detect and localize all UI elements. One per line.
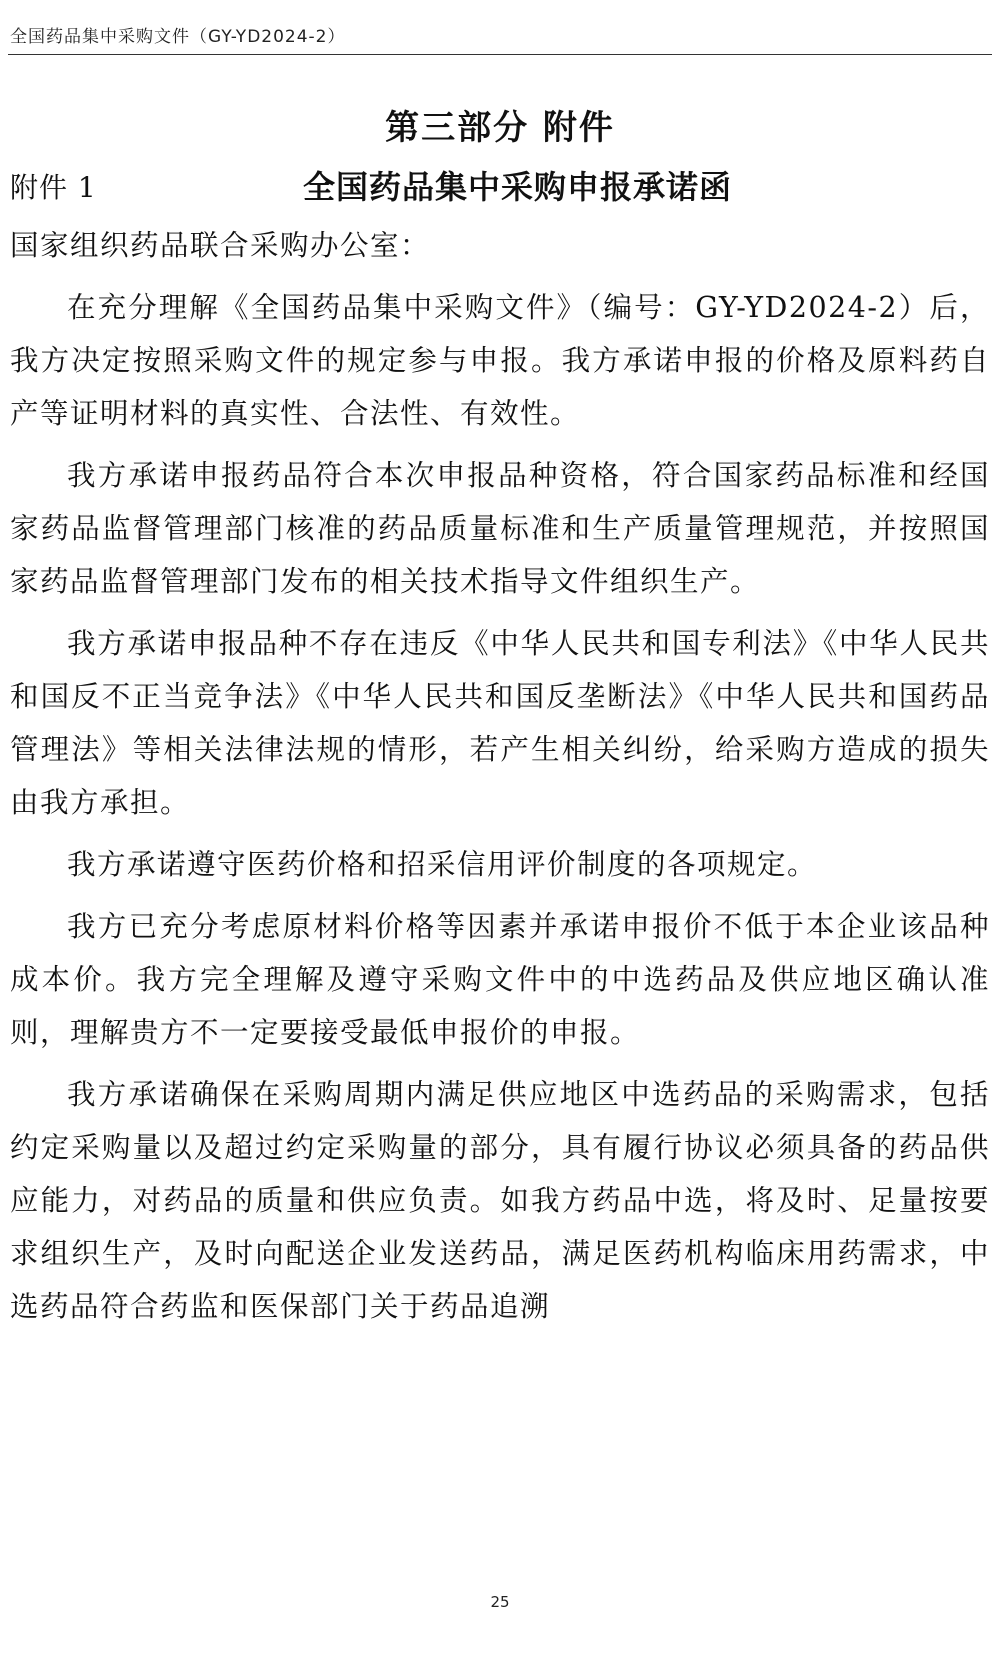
salutation: 国家组织药品联合采购办公室： (10, 229, 431, 262)
paragraph: 我方承诺遵守医药价格和招采信用评价制度的各项规定。 (67, 848, 818, 881)
part-title: 第三部分 附件 (385, 108, 615, 148)
paragraph: 在充分理解《全国药品集中采购文件》（编号：GY-YD2024-2）后，我方决定按照采购文件的规定参与申报。我方承诺申报的价格及原料药自产等证明材料的真实性、合法性、有效性。 (10, 291, 990, 430)
running-header: 全国药品集中采购文件（GY-YD2024-2） (10, 27, 346, 47)
paragraph: 我方承诺申报品种不存在违反《中华人民共和国专利法》《中华人民共和国反不正当竞争法》《中华人民共和国反垄断法》《中华人民共和国药品管理法》等相关法律法规的情形，若产生相关纠纷，给采购方造成的损失由我方承担。 (10, 627, 990, 819)
annex-label: 附件 1 (10, 171, 97, 204)
paragraph: 我方承诺申报药品符合本次申报品种资格，符合国家药品标准和经国家药品监督管理部门核准的药品质量标准和生产质量管理规范，并按照国家药品监督管理部门发布的相关技术指导文件组织生产。 (10, 459, 990, 598)
header-divider (8, 54, 992, 55)
annex-title: 全国药品集中采购申报承诺函 (303, 168, 733, 206)
paragraph: 我方承诺确保在采购周期内满足供应地区中选药品的采购需求，包括约定采购量以及超过约定采购量的部分，具有履行协议必须具备的药品供应能力，对药品的质量和供应负责。如我方药品中选，将及时、足量按要求组织生产，及时向配送企业发送药品，满足医药机构临床用药需求，中选药品符合药监和医保部门关于药品追溯 (10, 1078, 990, 1323)
letter-body (10, 219, 990, 1342)
paragraph: 我方已充分考虑原材料价格等因素并承诺申报价不低于本企业该品种成本价。我方完全理解及遵守采购文件中的中选药品及供应地区确认准则，理解贵方不一定要接受最低申报价的申报。 (10, 910, 990, 1049)
page-number: 25 (490, 1593, 510, 1611)
